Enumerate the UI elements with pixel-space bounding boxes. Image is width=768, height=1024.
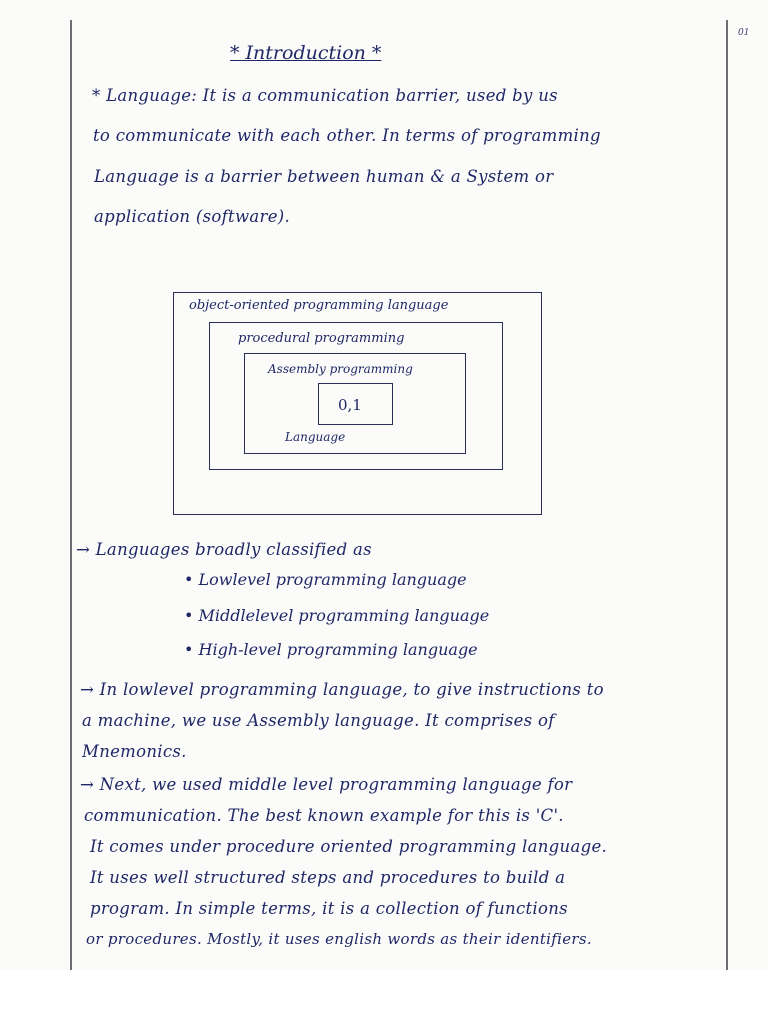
list-item: • Lowlevel programming language (184, 570, 467, 589)
bottom-blank-area (0, 970, 768, 1024)
classified-intro: → Languages broadly classified as (76, 540, 372, 559)
text-line: Mnemonics. (82, 742, 187, 761)
page-title-text: * Introduction * (230, 42, 382, 64)
page-title (230, 42, 381, 64)
text-line: communication. The best known example for this is 'C'. (84, 806, 564, 825)
text-line: or procedures. Mostly, it uses english words as their identifiers. (86, 930, 592, 948)
diagram-inner-label: Assembly programming (268, 362, 413, 376)
right-margin-line (726, 20, 728, 970)
text-line: → Next, we used middle level programming language for (80, 775, 573, 794)
diagram-core-label: 0,1 (338, 396, 362, 414)
text-line: It comes under procedure oriented programming language. (90, 837, 608, 856)
text-line: Language is a barrier between human & a System or (94, 167, 554, 186)
text-line: a machine, we use Assembly language. It comprises of (82, 711, 555, 730)
left-margin-line (70, 20, 72, 970)
text-line: * Language: It is a communication barrier, used by us (92, 86, 558, 105)
diagram-middle-label: procedural programming (238, 331, 405, 346)
page-number: 01 (738, 28, 750, 38)
text-line: to communicate with each other. In terms of programming (93, 126, 601, 145)
diagram-outer-label: object-oriented programming language (189, 298, 449, 313)
text-line: It uses well structured steps and procedures to build a (90, 868, 566, 887)
diagram-inner-bottom-label: Language (285, 430, 346, 444)
text-line: application (software). (94, 207, 291, 226)
text-line: program. In simple terms, it is a collection of functions (90, 899, 568, 918)
list-item: • Middlelevel programming language (184, 606, 490, 625)
list-item: • High-level programming language (184, 640, 478, 659)
text-line: → In lowlevel programming language, to give instructions to (80, 680, 604, 699)
